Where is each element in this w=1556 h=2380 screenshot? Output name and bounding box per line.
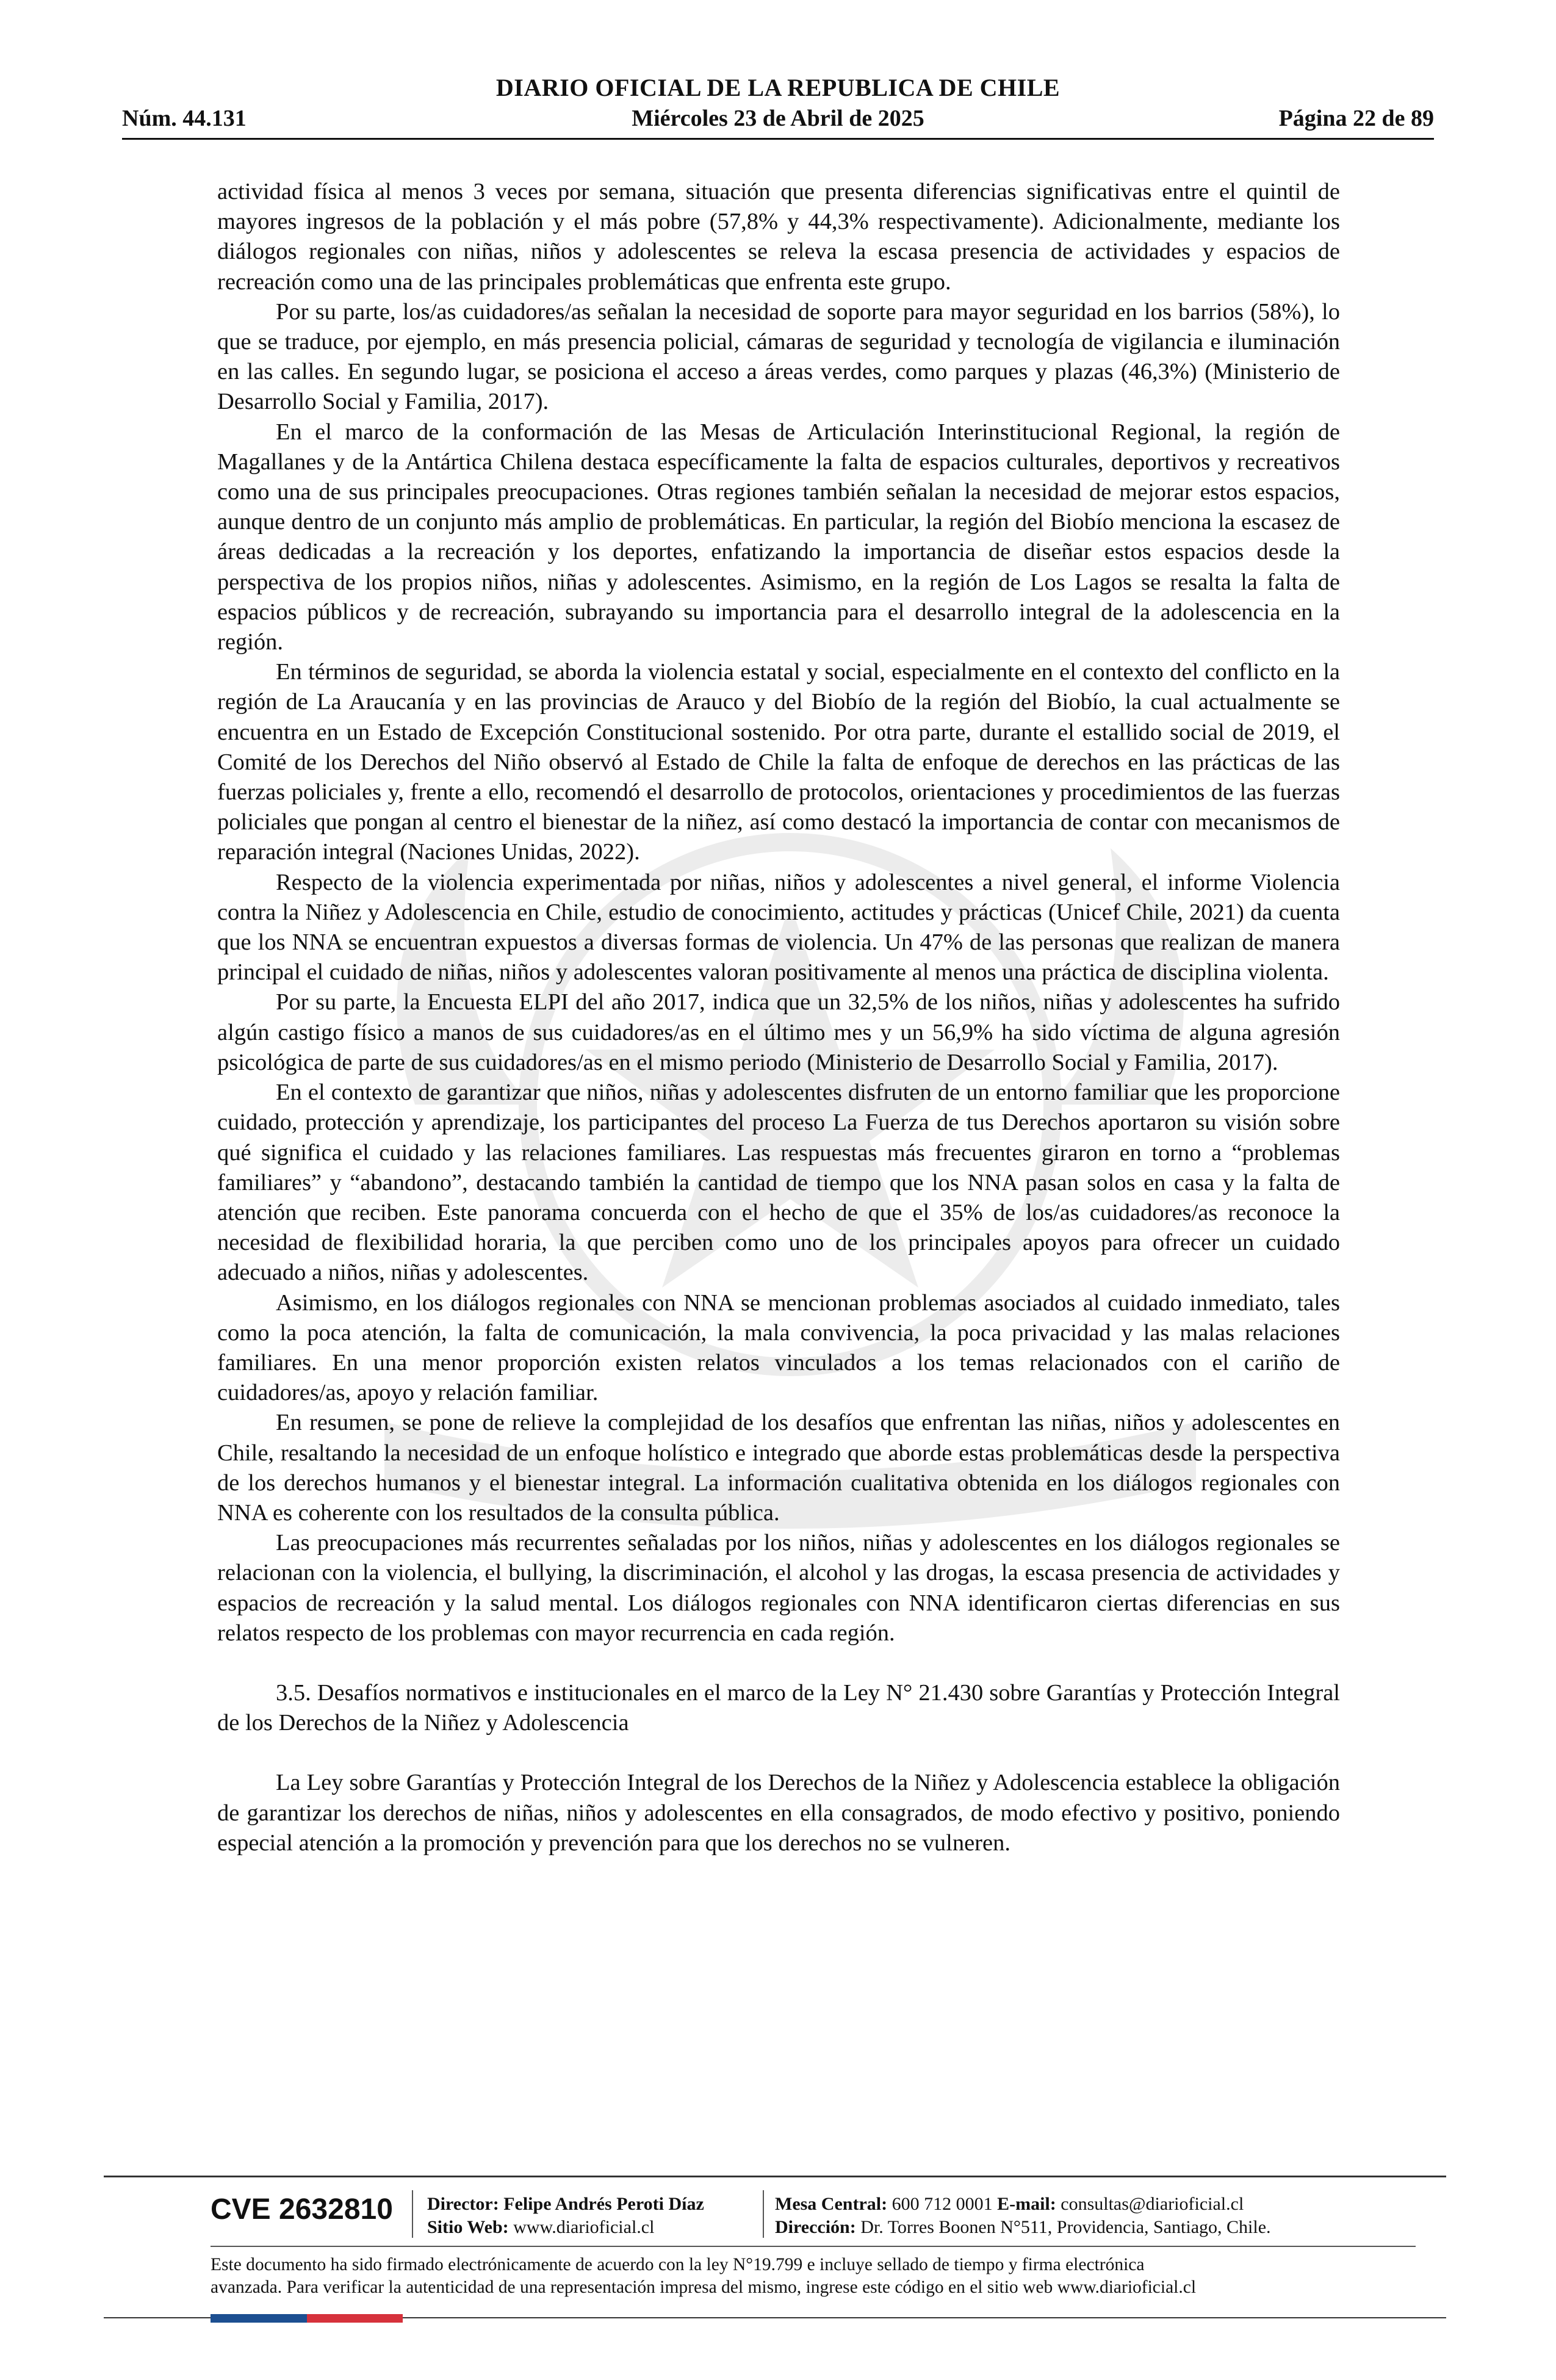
header-divider (122, 138, 1434, 140)
paragraph: actividad física al menos 3 veces por semana, situación que presenta diferencias significativas entre el quintil de mayores ingresos de la población y el más pobre (57,8% y 44,3% respectivamente). Adicionalmente, mediante los diálogos regionales con niñas, niños y adolescentes se releva la escasa presencia de actividades y espacios de recreación como una de las principales problemáticas que enfrenta este grupo. (217, 179, 1340, 295)
phone-number: 600 712 0001 (891, 2194, 993, 2214)
footer-contact-block (775, 2193, 1271, 2239)
document-body (217, 177, 1340, 1858)
paragraph: Por su parte, la Encuesta ELPI del año 2017, indica que un 32,5% de los niños, niñas y adolescentes ha sufrido algún castigo físico a manos de sus cuidadores/as en el último mes y un 56,9% ha sido víctima de alguna agresión psicológica de parte de sus cuidadores/as en el mismo periodo (Ministerio de Desarrollo Social y Familia, 2017). (217, 989, 1340, 1075)
signature-notice-line: Este documento ha sido firmado electrónicamente de acuerdo con la ley N°19.799 e incluye sellado de tiempo y firma electrónica (211, 2255, 1145, 2274)
gazette-title: DIARIO OFICIAL DE LA REPUBLICA DE CHILE (495, 74, 1061, 101)
issue-number: Núm. 44.131 (122, 106, 247, 131)
flag-red-segment (307, 2314, 403, 2323)
signature-notice-line: avanzada. Para verificar la autenticidad de una representación impresa del mismo, ingrese este código en el sitio web www.diarioficial.cl (211, 2277, 1197, 2297)
address-value: Dr. Torres Boonen N°511, Providencia, Santiago, Chile. (860, 2217, 1271, 2237)
paragraph: En términos de seguridad, se aborda la violencia estatal y social, especialmente en el contexto del conflicto en la región de La Araucanía y en las provincias de Arauco y del Biobío de la región del Biobío, la cual actualmente se encuentra en un Estado de Excepción Constitucional sostenido. Por otra parte, durante el estallido social de 2019, el Comité de los Derechos del Niño observó al Estado de Chile la falta de enfoque de derechos en las prácticas de las fuerzas policiales y, frente a ello, recomendó el desarrollo de protocolos, orientaciones y procedimientos de las fuerzas policiales que pongan al centro el bienestar de la niñez, así como destacó la importancia de contar con mecanismos de reparación integral (Naciones Unidas, 2022). (217, 659, 1340, 865)
director-name: Felipe Andrés Peroti Díaz (503, 2194, 704, 2214)
footer-separator (763, 2190, 764, 2238)
flag-stripe (211, 2314, 403, 2323)
page-number: Página 22 de 89 (1278, 106, 1434, 131)
website-link[interactable]: www.diarioficial.cl (513, 2217, 655, 2237)
phone-label: Mesa Central: (775, 2194, 888, 2214)
footer-director-block (427, 2193, 704, 2239)
footer-separator (412, 2190, 413, 2238)
paragraph: La Ley sobre Garantías y Protección Integral de los Derechos de la Niñez y Adolescencia establece la obligación de garantizar los derechos de niñas, niños y adolescentes en ella consagrados, de modo efectivo y positivo, poniendo especial atención a la promoción y prevención para que los derechos no se vulneren. (217, 1770, 1340, 1856)
paragraph: En el marco de la conformación de las Mesas de Articulación Interinstitucional Regional, la región de Magallanes y de la Antártica Chilena destaca específicamente la falta de espacios culturales, deportivos y recreativos como una de sus principales preocupaciones. Otras regiones también señalan la necesidad de mejorar estos espacios, aunque dentro de un conjunto más amplio de problemáticas. En particular, la región del Biobío menciona la escasez de áreas dedicadas a la recreación y los deportes, enfatizando la importancia de diseñar estos espacios desde la perspectiva de los propios niños, niñas y adolescentes. Asimismo, en la región de Los Lagos se resalta la falta de espacios públicos y de recreación, subrayando su importancia para el desarrollo integral de la adolescencia en la región. (217, 419, 1340, 655)
website-label: Sitio Web: (427, 2217, 509, 2237)
paragraph: En el contexto de garantizar que niños, niñas y adolescentes disfruten de un entorno familiar que les proporcione cuidado, protección y aprendizaje, los participantes del proceso La Fuerza de tus Derechos aportaron su visión sobre qué significa el cuidado y las relaciones familiares. Las respuestas más frecuentes giraron en torno a “problemas familiares” y “abandono”, destacando también la cantidad de tiempo que los NNA pasan solos en casa y la falta de atención que reciben. Este panorama concuerda con el hecho de que el 35% de los/as cuidadores/as reconoce la necesidad de flexibilidad horaria, la que perciben como uno de los principales apoyos para ofrecer un cuidado adecuado a niños, niñas y adolescentes. (217, 1080, 1340, 1286)
footer-top-divider (104, 2176, 1446, 2177)
flag-blue-segment (211, 2314, 307, 2323)
paragraph: Por su parte, los/as cuidadores/as señalan la necesidad de soporte para mayor seguridad en los barrios (58%), lo que se traduce, por ejemplo, en más presencia policial, cámaras de seguridad y tecnología de vigilancia e iluminación en las calles. En segundo lugar, se posiciona el acceso a áreas verdes, como parques y plazas (46,3%) (Ministerio de Desarrollo Social y Familia, 2017). (217, 298, 1340, 415)
page-footer (104, 2176, 1446, 2322)
issue-date: Miércoles 23 de Abril de 2025 (632, 106, 924, 131)
address-label: Dirección: (775, 2217, 856, 2237)
paragraph: Asimismo, en los diálogos regionales con NNA se mencionan problemas asociados al cuidado inmediato, tales como la poca atención, la falta de comunicación, la mala convivencia, la poca privacidad y las malas relaciones familiares. En una menor proporción existen relatos vinculados a los temas relacionados con el cariño de cuidadores/as, apoyo y relación familiar. (217, 1289, 1340, 1406)
page-header (122, 73, 1434, 139)
section-heading: 3.5. Desafíos normativos e institucionales en el marco de la Ley N° 21.430 sobre Garantías y Protección Integral de los Derechos de la Niñez y Adolescencia (217, 1679, 1340, 1736)
footer-mid-divider (211, 2246, 1416, 2247)
paragraph: Respecto de la violencia experimentada por niñas, niños y adolescentes a nivel general, el informe Violencia contra la Niñez y Adolescencia en Chile, estudio de conocimiento, actitudes y prácticas (Unicef Chile, 2021) da cuenta que los NNA se encuentran expuestos a diversas formas de violencia. Un 47% de las personas que realizan de manera principal el cuidado de niñas, niños y adolescentes valoran positivamente al menos una práctica de disciplina violenta. (217, 869, 1340, 986)
email-label: E-mail: (997, 2194, 1056, 2214)
cve-code: CVE 2632810 (211, 2193, 393, 2226)
email-link[interactable]: consultas@diarioficial.cl (1061, 2194, 1244, 2214)
paragraph: En resumen, se pone de relieve la complejidad de los desafíos que enfrentan las niñas, niños y adolescentes en Chile, resaltando la necesidad de un enfoque holístico e integrado que aborde estas problemáticas desde la perspectiva de los derechos humanos y el bienestar integral. La información cualitativa obtenida en los diálogos regionales con NNA es coherente con los resultados de la consulta pública. (217, 1410, 1340, 1526)
paragraph: Las preocupaciones más recurrentes señaladas por los niños, niñas y adolescentes en los diálogos regionales se relacionan con la violencia, el bullying, la discriminación, el alcohol y las drogas, la escasa presencia de actividades y espacios de recreación y la salud mental. Los diálogos regionales con NNA identificaron ciertas diferencias en sus relatos respecto de los problemas con mayor recurrencia en cada región. (217, 1530, 1340, 1646)
signature-notice (211, 2254, 1400, 2299)
director-label: Director: (427, 2194, 499, 2214)
